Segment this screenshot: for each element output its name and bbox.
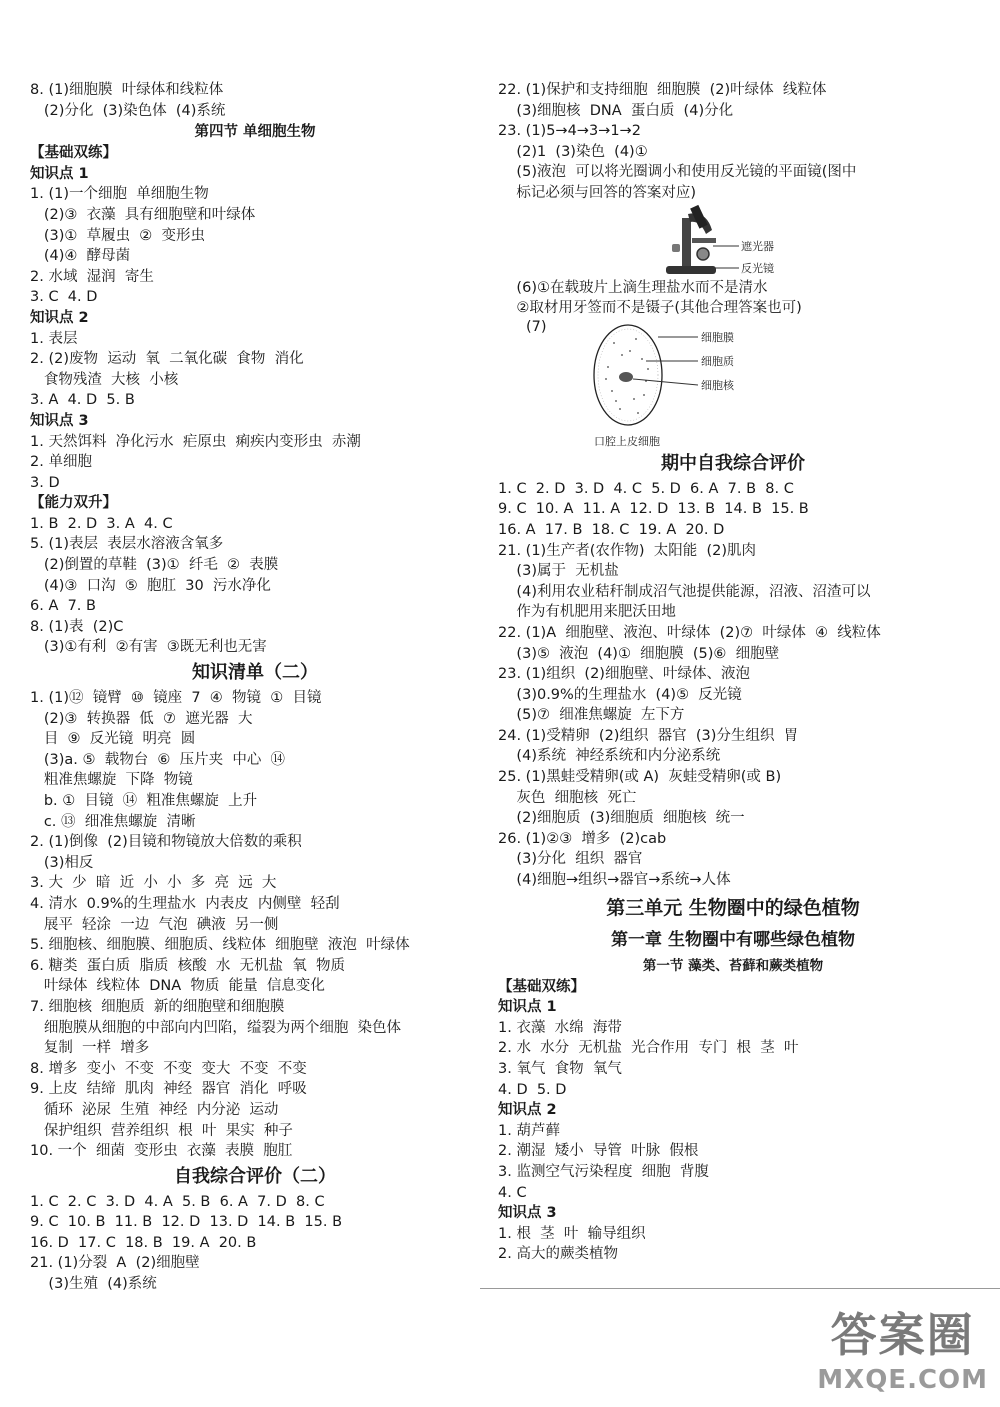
answer-line: 22. (1)保护和支持细胞 细胞膜 (2)叶绿体 线粒体 [498, 82, 827, 98]
answer-line: (2)③ 转换器 低 ⑦ 遮光器 大 [30, 710, 253, 727]
answer-line: 保护组织 营养组织 根 叶 果实 种子 [30, 1122, 293, 1139]
answer-line: 5. (1)表层 表层水溶液含氧多 [30, 536, 224, 553]
answer-line: 4. 清水 0.9%的生理盐水 内表皮 内侧壁 轻刮 [30, 895, 340, 912]
answer-line: (3)⑤ 液泡 (4)① 细胞膜 (5)⑥ 细胞壁 [498, 645, 780, 662]
answer-line: 22. (1)A 细胞壁、液泡、叶绿体 (2)⑦ 叶绿体 ④ 线粒体 [498, 624, 881, 641]
answer-line: 6. A 7. B [30, 598, 96, 615]
subheading: 知识点 1 [498, 999, 557, 1016]
answer-line: (4)④ 酵母菌 [30, 248, 131, 265]
answer-line: 23. (1)5→4→3→1→2 [498, 123, 641, 140]
subheading: 知识点 3 [30, 412, 89, 429]
answer-line: 9. C 10. B 11. B 12. D 13. D 14. B 15. B [30, 1214, 343, 1231]
answer-line: 灰色 细胞核 死亡 [498, 789, 637, 806]
microscope-figure [498, 204, 968, 278]
subheading: 【能力双升】 [30, 495, 117, 512]
block-heading: 自我综合评价（二） [174, 1165, 336, 1187]
answer-line: (4)系统 神经系统和内分泌系统 [498, 748, 721, 765]
answer-line: 1. (1)一个细胞 单细胞生物 [30, 186, 209, 203]
answer-line: 9. 上皮 结缔 肌肉 神经 器官 消化 呼吸 [30, 1081, 307, 1098]
answer-line: 2. 水域 湿润 寄生 [30, 268, 154, 285]
answer-line: 2. 单细胞 [30, 454, 92, 471]
answer-line: 21. (1)生产者(农作物) 太阳能 (2)肌肉 [498, 542, 756, 559]
answer-line: 23. (1)组织 (2)细胞壁、叶绿体、液泡 [498, 666, 750, 683]
right-column [498, 80, 968, 1265]
answer-line: 5. 细胞核、细胞膜、细胞质、线粒体 细胞壁 液泡 叶绿体 [30, 937, 410, 954]
label-mirror: 反光镜 [741, 261, 774, 275]
subheading: 【基础双练】 [30, 145, 117, 162]
label-membrane: 细胞膜 [701, 330, 734, 344]
answer-line: 3. C 4. D [30, 289, 98, 306]
answer-line: (2)分化 (3)染色体 (4)系统 [30, 102, 226, 119]
watermark-url: MXQE.COM [817, 1365, 988, 1395]
answer-line: 8. (1)细胞膜 叶绿体和线粒体 [30, 82, 224, 98]
answer-line: (2)1 (3)染色 (4)① [498, 143, 648, 160]
answer-line: 8. (1)表 (2)C [30, 618, 124, 635]
answer-line: 粗准焦螺旋 下降 物镜 [30, 772, 193, 789]
answer-line: 4. C [498, 1184, 527, 1201]
watermark-logo: 答案圈 [830, 1308, 975, 1362]
answer-line: 1. 天然饵料 净化污水 疟原虫 痢疾内变形虫 赤潮 [30, 433, 361, 450]
answer-line: (3)生殖 (4)系统 [30, 1276, 157, 1293]
answer-line: 复制 一样 增多 [30, 1040, 150, 1057]
block-heading: 期中自我综合评价 [661, 452, 805, 474]
answer-line: (3)分化 组织 器官 [498, 851, 643, 868]
answer-line: 8. 增多 变小 不变 不变 变大 不变 不变 [30, 1060, 307, 1077]
answer-line: 3. 氧气 食物 氧气 [498, 1061, 622, 1077]
left-column [30, 80, 480, 1295]
answer-line: (2)倒置的草鞋 (3)① 纤毛 ② 表膜 [30, 557, 279, 574]
section-heading: 第四节 单细胞生物 [194, 124, 316, 141]
answer-line: 26. (1)②③ 增多 (2)cab [498, 830, 667, 847]
watermark [817, 1299, 988, 1395]
answer-line: 2. (2)废物 运动 氧 二氧化碳 食物 消化 [30, 351, 304, 368]
answer-line: 展平 轻涂 一边 气泡 碘液 另一侧 [30, 916, 279, 933]
answer-line: 3. 大 少 暗 近 小 小 多 亮 远 大 [30, 875, 277, 892]
answer-line: c. ⑬ 细准焦螺旋 清晰 [30, 813, 196, 830]
cell-figure [498, 319, 968, 449]
chapter-heading: 第一章 生物圈中有哪些绿色植物 [611, 929, 855, 950]
subheading: 【基础双练】 [498, 978, 585, 995]
answer-line: (5)液泡 可以将光圈调小和使用反光镜的平面镜(图中 [498, 164, 857, 181]
cheek-cell-diagram [586, 321, 786, 429]
answer-line: 3. A 4. D 5. B [30, 392, 135, 409]
answer-line: (5)⑦ 细准焦螺旋 左下方 [498, 707, 685, 724]
subheading: 知识点 2 [498, 1102, 557, 1119]
answer-line: (4)利用农业秸秆制成沼气池提供能源，沼液、沼渣可以 [498, 583, 871, 600]
answer-line: (4)细胞→组织→器官→系统→人体 [498, 872, 731, 889]
answer-line: 1. 葫芦藓 [498, 1122, 560, 1139]
answer-line: 10. 一个 细菌 变形虫 衣藻 表膜 胞肛 [30, 1143, 293, 1160]
answer-line: 3. 监测空气污染程度 细胞 背腹 [498, 1163, 709, 1180]
subsection-heading: 第一节 藻类、苔藓和蕨类植物 [642, 957, 824, 974]
answer-line: 1. (1)⑫ 镜臂 ⑩ 镜座 7 ④ 物镜 ① 目镜 [30, 690, 322, 707]
answer-line: (3)细胞核 DNA 蛋白质 (4)分化 [498, 102, 734, 119]
answer-line: 3. D [30, 474, 60, 491]
subheading: 知识点 2 [30, 309, 89, 326]
divider-line [480, 1288, 1000, 1289]
answer-line: 循环 泌尿 生殖 神经 内分泌 运动 [30, 1101, 279, 1118]
answer-line: 细胞膜从细胞的中部向内凹陷，缢裂为两个细胞 染色体 [30, 1019, 402, 1036]
answer-line: (3)相反 [30, 854, 94, 871]
answer-line: b. ① 目镜 ⑭ 粗准焦螺旋 上升 [30, 793, 258, 809]
answer-line: (3)属于 无机盐 [498, 563, 619, 580]
answer-line: 1. 根 茎 叶 输导组织 [498, 1225, 646, 1242]
answer-line: (3)a. ⑤ 载物台 ⑥ 压片夹 中心 ⑭ [30, 751, 286, 768]
answer-line: (4)③ 口沟 ⑤ 胞肛 30 污水净化 [30, 577, 271, 594]
answer-line: 9. C 10. A 11. A 12. D 13. B 14. B 15. B [498, 501, 809, 518]
answer-line: 4. D 5. D [498, 1081, 567, 1098]
answer-line: ②取材用牙签而不是镊子(其他合理答案也可) [498, 300, 802, 317]
answer-line: 2. 高大的蕨类植物 [498, 1246, 618, 1263]
answer-line: 16. A 17. B 18. C 19. A 20. D [498, 521, 725, 538]
cell-caption: 口腔上皮细胞 [594, 434, 660, 448]
answer-line: 2. 水 水分 无机盐 光合作用 专门 根 茎 叶 [498, 1040, 799, 1057]
subheading: 知识点 3 [498, 1205, 557, 1222]
answer-line: 1. 表层 [30, 330, 78, 347]
answer-line: 1. C 2. C 3. D 4. A 5. B 6. A 7. D 8. C [30, 1193, 325, 1210]
answer-line: 1. C 2. D 3. D 4. C 5. D 6. A 7. B 8. C [498, 480, 794, 497]
answer-line: (6)①在载玻片上滴生理盐水而不是清水 [498, 279, 768, 296]
label-shutter: 遮光器 [741, 239, 774, 253]
answer-line: 1. 衣藻 水绵 海带 [498, 1019, 622, 1036]
answer-line: (3)①有利 ②有害 ③既无利也无害 [30, 639, 267, 656]
label-cytoplasm: 细胞质 [701, 354, 734, 368]
answer-line: 25. (1)黑蛙受精卵(或 A) 灰蛙受精卵(或 B) [498, 769, 782, 786]
answer-line: (2)细胞质 (3)细胞质 细胞核 统一 [498, 810, 745, 827]
answer-line: 24. (1)受精卵 (2)组织 器官 (3)分生组织 胃 [498, 727, 799, 744]
answer-line: 2. 潮湿 矮小 导管 叶脉 假根 [498, 1143, 699, 1160]
figure-number: (7) [526, 318, 547, 335]
answer-line: (3)0.9%的生理盐水 (4)⑤ 反光镜 [498, 686, 742, 703]
block-heading: 知识清单（二） [192, 662, 318, 684]
answer-line: 2. (1)倒像 (2)目镜和物镜放大倍数的乘积 [30, 834, 302, 851]
answer-line: 目 ⑨ 反光镜 明亮 圆 [30, 731, 196, 748]
answer-line: 7. 细胞核 细胞质 新的细胞壁和细胞膜 [30, 998, 285, 1015]
answer-line: 食物残渣 大核 小核 [30, 371, 179, 388]
answer-line: 6. 糖类 蛋白质 脂质 核酸 水 无机盐 氧 物质 [30, 957, 345, 974]
unit-heading: 第三单元 生物圈中的绿色植物 [606, 896, 860, 919]
answer-line: 16. D 17. C 18. B 19. A 20. B [30, 1234, 257, 1251]
answer-line: (3)① 草履虫 ② 变形虫 [30, 227, 206, 244]
answer-line: 1. B 2. D 3. A 4. C [30, 515, 173, 532]
answer-line: 标记必须与回答的答案对应) [498, 184, 697, 201]
subheading: 知识点 1 [30, 165, 89, 182]
answer-line: 21. (1)分裂 A (2)细胞壁 [30, 1255, 200, 1272]
answer-line: (2)③ 衣藻 具有细胞壁和叶绿体 [30, 206, 256, 223]
label-nucleus: 细胞核 [701, 378, 734, 392]
answer-line: 作为有机肥用来肥沃田地 [498, 604, 676, 621]
answer-line: 叶绿体 线粒体 DNA 物质 能量 信息变化 [30, 978, 325, 995]
